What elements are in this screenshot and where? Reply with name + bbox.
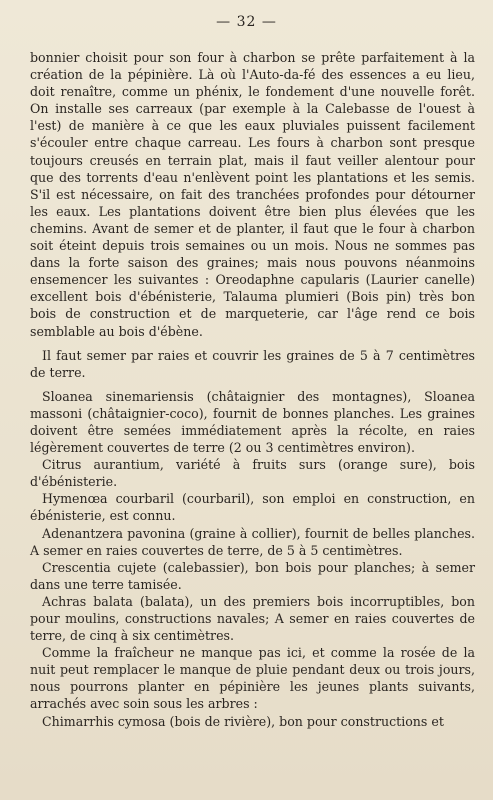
paragraph-chimarrhis: Chimarrhis cymosa (bois de rivière), bon pour constructions et	[42, 713, 444, 729]
page-number: — 32 —	[216, 14, 277, 30]
paragraph-adenantzera: Adenantzera pavonina (graine à collier), fournit de belles planches. A semer en raies couvertes de terre, de 5 à 5 centimètres.	[30, 525, 475, 558]
paragraph-nursery: Comme la fraîcheur ne manque pas ici, et comme la rosée de la nuit peut remplacer le manque de pluie pendant deux ou trois jours, nous pourrons planter en pépinière les jeunes plants suivants, arrachés avec soin sous les arbres :	[30, 645, 475, 712]
paragraph-citrus: Citrus aurantium, variété à fruits surs (orange sure), bois d'ébénisterie.	[30, 457, 475, 490]
body-text	[30, 49, 475, 730]
paragraph-hymenaea: Hymenœa courbaril (courbaril), son emploi en construction, en ébénisterie, est connu.	[30, 491, 475, 524]
paragraph-sowing-note: Il faut semer par raies et couvrir les graines de 5 à 7 centimètres de terre.	[30, 347, 475, 380]
paragraph-sloanea: Sloanea sinemariensis (châtaignier des montagnes), Sloanea massoni (châtaignier-coco), fournit de bonnes planches. Les graines doivent être semées immédiatement après la récolte, en raies légèrement couvertes de terre (2 ou 3 centimètres environ).	[30, 388, 475, 456]
paragraph-continuation: bonnier choisit pour son four à charbon se prête parfaitement à la création de la pépinière. Là où l'Auto-da-fé des essences a eu lieu, doit renaître, comme un phénix, le fondement d'une nouvelle forêt. On installe ses carreaux (par exemple à la Calebasse de l'ouest à l'est) de manière à ce que les eaux pluviales puissent facilement s'écouler entre chaque carreau. Les fours à charbon sont presque toujours creusés en terrain plat, mais il faut veiller alentour pour que des torrents d'eau n'enlèvent point les plantations et les semis. S'il est nécessaire, on fait des tranchées profondes pour détourner les eaux. Les plantations doivent être bien plus élevées que les chemins. Avant de semer et de planter, il faut que le four à charbon soit éteint depuis trois semaines ou un mois. Nous ne sommes pas dans la forte saison des graines; mais nous pouvons néanmoins ensemencer les suivantes : Oreodaphne capularis (Laurier canelle) excellent bois d'ébénisterie, Talauma plumieri (Bois pin) très bon bois de construction et de marqueterie, car l'âge rend ce bois semblable au bois d'ébène.	[30, 50, 475, 339]
paragraph-achras: Achras balata (balata), un des premiers bois incorruptibles, bon pour moulins, constructions navales; A semer en raies couvertes de terre, de cinq à six centimètres.	[30, 593, 475, 644]
paragraph-crescentia: Crescentia cujete (calebassier), bon bois pour planches; à semer dans une terre tamisée.	[30, 559, 475, 592]
